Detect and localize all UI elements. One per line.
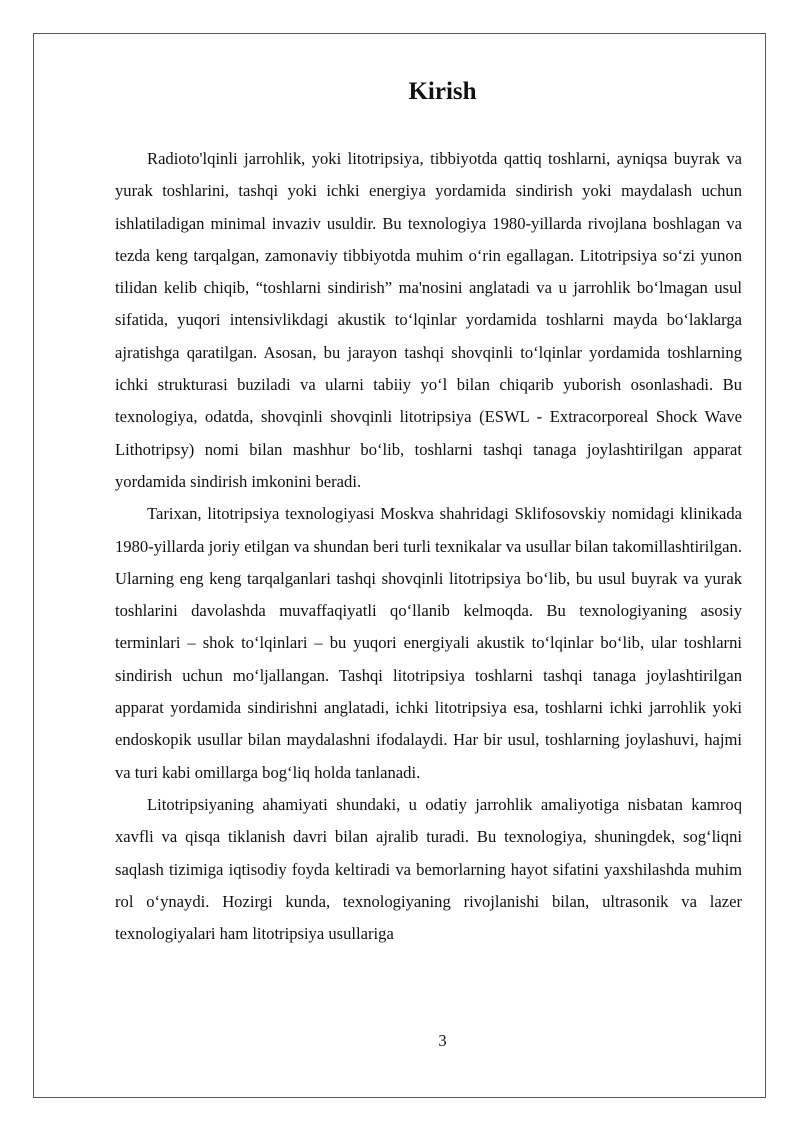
paragraph-2: Tarixan, litotripsiya texnologiyasi Moskva shahridagi Sklifosovskiy nomidagi klinikada 1980-yillarda joriy etilgan va shundan beri turli texnikalar va usullar bilan takomillashtirilgan. Ularning eng keng tarqalganlari tashqi shovqinli litotripsiya bo‘lib, bu usul buyrak va yurak toshlarini davolashda muvaffaqiyatli qo‘llanib kelmoqda. Bu texnologiyaning asosiy terminlari – shok to‘lqinlari – bu yuqori energiyali akustik to‘lqinlar bo‘lib, ular toshlarni sindirish uchun mo‘ljallangan. Tashqi litotripsiya toshlarni tashqi tanaga joylashtirilgan apparat yordamida sindirishni anglatadi, ichki litotripsiya esa, toshlarni ichki jarrohlik yoki endoskopik usullar bilan maydalashni ifodalaydi. Har bir usul, toshlarning joylashuvi, hajmi va turi kabi omillarga bog‘liq holda tanlanadi. bbox=[115, 504, 742, 782]
paragraph-1: Radioto'lqinli jarrohlik, yoki litotripsiya, tibbiyotda qattiq toshlarni, ayniqsa buyrak va yurak toshlarini, tashqi yoki ichki energiya yordamida sindirish yoki maydalash uchun ishlatiladigan minimal invaziv usuldir. Bu texnologiya 1980-yillarda rivojlana boshlagan va tezda keng tarqalgan, zamonaviy tibbiyotda muhim o‘rin egallagan. Litotripsiya so‘zi yunon tilidan kelib chiqib, “toshlarni sindirish” ma'nosini anglatadi va u jarrohlik bo‘lmagan usul sifatida, yuqori intensivlikdagi akustik to‘lqinlar yordamida toshlarni mayda bo‘laklarga ajratishga qaratilgan. Asosan, bu jarayon tashqi shovqinli to‘lqinlar yordamida toshlarning ichki strukturasi buziladi va ularni tabiiy yo‘l bilan chiqarib yuborish osonlashadi. Bu texnologiya, odatda, shovqinli shovqinli litotripsiya (ESWL - Extracorporeal Shock Wave Lithotripsy) nomi bilan mashhur bo‘lib, toshlarni tashqi tanaga joylashtirilgan apparat yordamida sindirish imkonini beradi. bbox=[115, 149, 742, 491]
document-body bbox=[115, 143, 742, 950]
paragraph-3: Litotripsiyaning ahamiyati shundaki, u odatiy jarrohlik amaliyotiga nisbatan kamroq xavfli va qisqa tiklanish davri bilan ajralib turadi. Bu texnologiya, shuningdek, sog‘liqni saqlash tizimiga iqtisodiy foyda keltiradi va bemorlarning hayot sifatini yaxshilashda muhim rol o‘ynaydi. Hozirgi kunda, texnologiyaning rivojlanishi bilan, ultrasonik va lazer texnologiyalari ham litotripsiya usullariga bbox=[115, 794, 742, 944]
page-title: Kirish bbox=[408, 78, 477, 105]
page-number: 3 bbox=[438, 1031, 447, 1050]
